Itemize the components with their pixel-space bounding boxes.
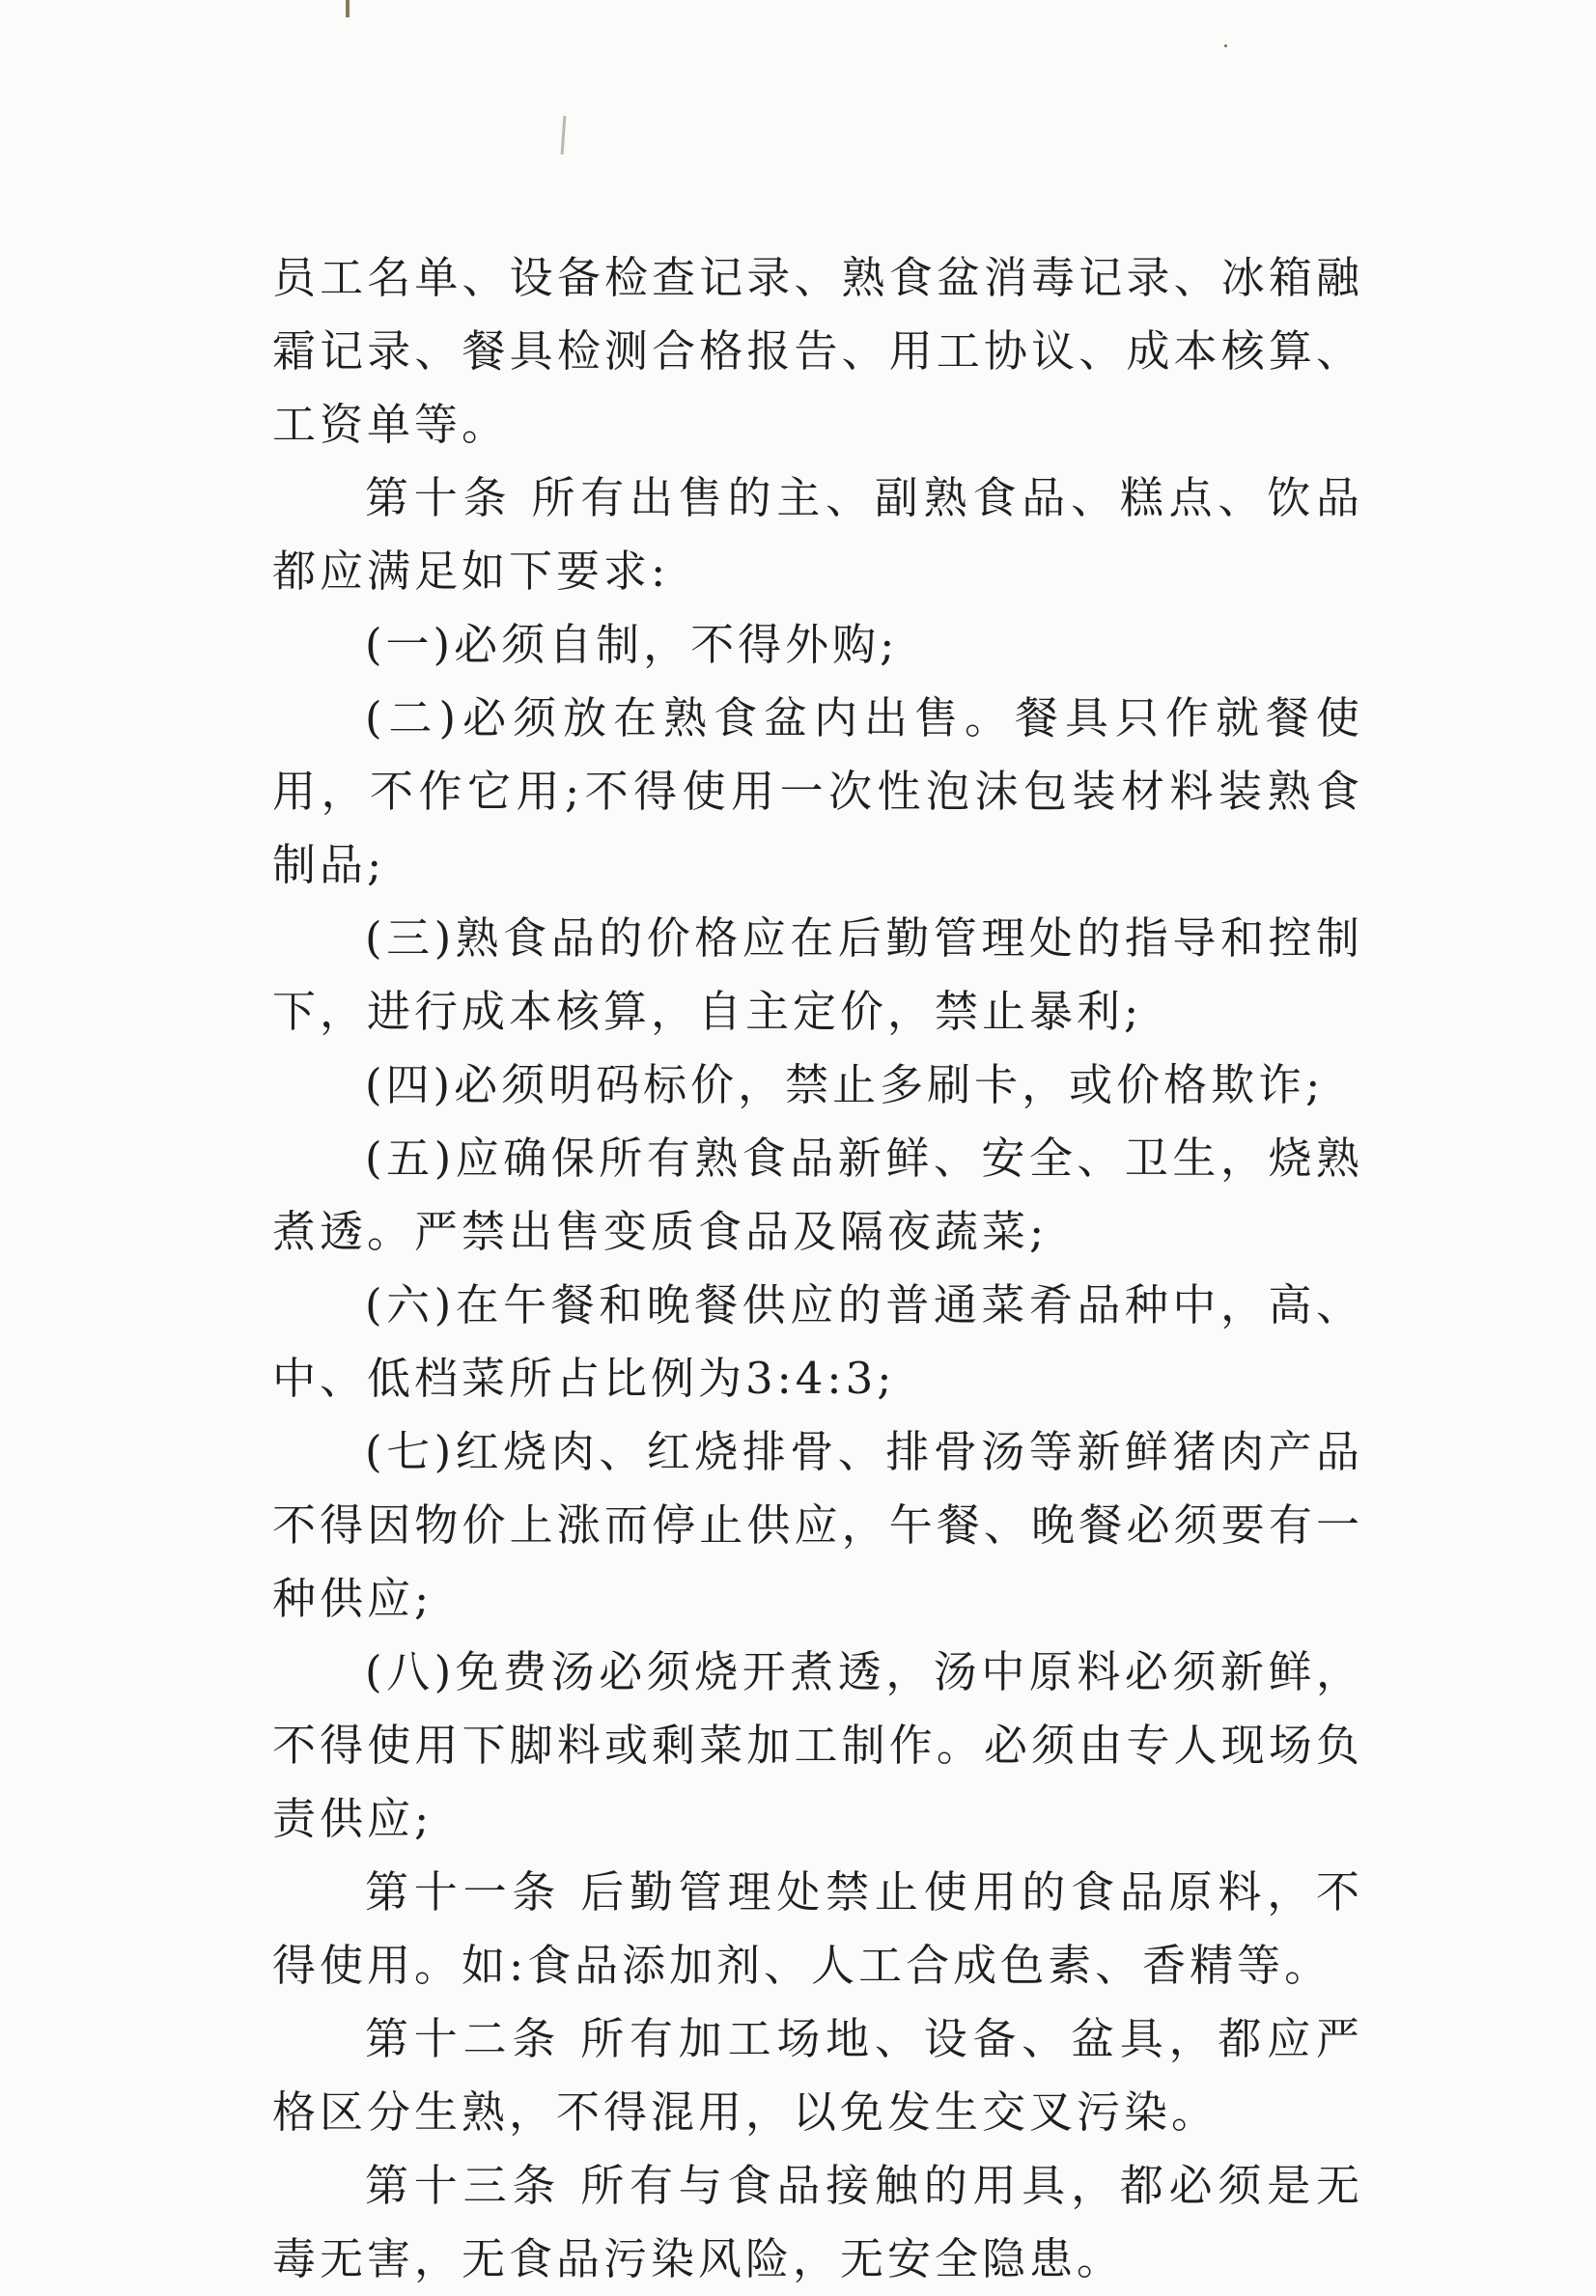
article-10-item-3: (三)熟食品的价格应在后勤管理处的指导和控制下，进行成本核算，自主定价，禁止暴利; [272,912,1363,1037]
document-body [272,241,1363,2296]
article-12: 第十二条 所有加工场地、设备、盆具，都应严格区分生熟，不得混用，以免发生交叉污染。 [272,2013,1363,2138]
article-13: 第十三条 所有与食品接触的用具，都必须是无毒无害，无食品污染风险，无安全隐患。 [272,2160,1363,2284]
scan-dot-mark [1224,44,1227,47]
article-10-item-8: (八)免费汤必须烧开煮透，汤中原料必须新鲜，不得使用下脚料或剩菜加工制作。必须由专人现场负责供应; [272,1646,1363,1844]
article-10-item-6: (六)在午餐和晚餐供应的普通菜肴品种中，高、中、低档菜所占比例为3:4:3; [272,1279,1363,1404]
scan-stroke-mark [561,116,567,154]
scan-edge-mark [346,0,350,17]
article-11: 第十一条 后勤管理处禁止使用的食品原料，不得使用。如:食品添加剂、人工合成色素、香精等。 [272,1866,1363,1991]
article-10-item-4: (四)必须明码标价，禁止多刷卡，或价格欺诈; [365,1059,1325,1110]
article-10-item-1: (一)必须自制，不得外购; [365,619,899,670]
paragraph-staff-records: 员工名单、设备检查记录、熟食盆消毒记录、冰箱融霜记录、餐具检测合格报告、用工协议、成本核算、工资单等。 [272,252,1363,450]
article-10-item-7: (七)红烧肉、红烧排骨、排骨汤等新鲜猪肉产品不得因物价上涨而停止供应，午餐、晚餐必须要有一种供应; [272,1426,1363,1624]
article-10-item-5: (五)应确保所有熟食品新鲜、安全、卫生，烧熟煮透。严禁出售变质食品及隔夜蔬菜; [272,1133,1363,1257]
article-10-heading: 第十条 所有出售的主、副熟食品、糕点、饮品都应满足如下要求: [272,472,1363,597]
article-10-item-2: (二)必须放在熟食盆内出售。餐具只作就餐使用，不作它用;不得使用一次性泡沫包装材料装熟食制品; [272,692,1363,890]
